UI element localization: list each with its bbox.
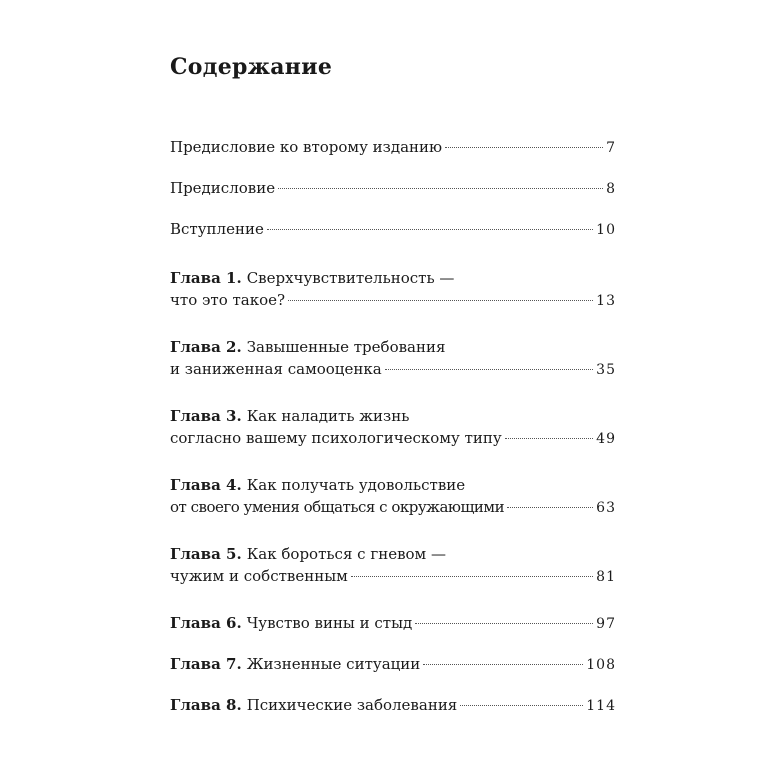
dot-leader — [385, 369, 594, 370]
dot-leader — [460, 705, 583, 706]
dot-leader — [415, 623, 593, 624]
chapter-title-line1: Как бороться с гневом — — [246, 545, 446, 563]
dot-leader — [445, 147, 603, 148]
toc-entry-preface — [170, 177, 616, 200]
chapter-label: Глава 7. — [170, 655, 242, 673]
page-number: 10 — [596, 222, 616, 238]
page-number: 63 — [596, 500, 616, 516]
chapter-label: Глава 4. — [170, 476, 242, 494]
page-number: 7 — [606, 140, 616, 156]
toc-chapter-8 — [170, 694, 616, 717]
toc-title: Содержание — [170, 54, 333, 80]
chapter-title-line1: Завышенные требования — [246, 338, 446, 356]
dot-leader — [507, 507, 593, 508]
page-number: 8 — [606, 181, 616, 197]
toc-chapter-1 — [170, 267, 616, 312]
chapter-title-line1: Сверхчувствительность — — [246, 269, 455, 287]
toc-chapter-5 — [170, 543, 616, 588]
chapter-title-line2: и заниженная самооценка — [170, 360, 382, 378]
toc-chapter-3 — [170, 405, 616, 450]
dot-leader — [505, 438, 593, 439]
chapter-title-line1: Чувство вины и стыд — [246, 614, 413, 632]
toc-entry-introduction — [170, 218, 616, 241]
chapter-label: Глава 1. — [170, 269, 242, 287]
toc-chapter-4 — [170, 474, 616, 519]
toc-chapter-6 — [170, 612, 616, 635]
page-number: 108 — [586, 657, 616, 673]
page-number: 97 — [596, 616, 616, 632]
toc-chapter-2 — [170, 336, 616, 381]
chapter-title-line2: от своего умения общаться с окружающими — [170, 498, 505, 516]
page-number: 13 — [596, 293, 616, 309]
chapter-title-line1: Жизненные ситуации — [246, 655, 421, 673]
entry-text: Вступление — [170, 220, 264, 238]
chapter-title-line1: Психические заболевания — [246, 696, 458, 714]
chapter-label: Глава 6. — [170, 614, 242, 632]
page-number: 114 — [586, 698, 616, 714]
toc-chapter-7 — [170, 653, 616, 676]
dot-leader — [278, 188, 603, 189]
page-number: 81 — [596, 569, 616, 585]
dot-leader — [351, 576, 593, 577]
chapter-title-line2: что это такое? — [170, 291, 286, 309]
toc-entry-preface-second-edition — [170, 136, 616, 159]
chapter-label: Глава 8. — [170, 696, 242, 714]
dot-leader — [267, 229, 593, 230]
page-number: 49 — [596, 431, 616, 447]
chapter-label: Глава 5. — [170, 545, 242, 563]
dot-leader — [288, 300, 593, 301]
dot-leader — [423, 664, 583, 665]
chapter-label: Глава 3. — [170, 407, 242, 425]
chapter-title-line1: Как получать удовольствие — [246, 476, 466, 494]
chapter-title-line2: согласно вашему психологическому типу — [170, 429, 502, 447]
entry-text: Предисловие — [170, 179, 276, 197]
page-number: 35 — [596, 362, 616, 378]
chapter-label: Глава 2. — [170, 338, 242, 356]
toc-page — [170, 52, 616, 735]
chapter-title-line1: Как наладить жизнь — [246, 407, 410, 425]
entry-text: Предисловие ко второму изданию — [170, 138, 443, 156]
chapter-title-line2: чужим и собственным — [170, 567, 348, 585]
